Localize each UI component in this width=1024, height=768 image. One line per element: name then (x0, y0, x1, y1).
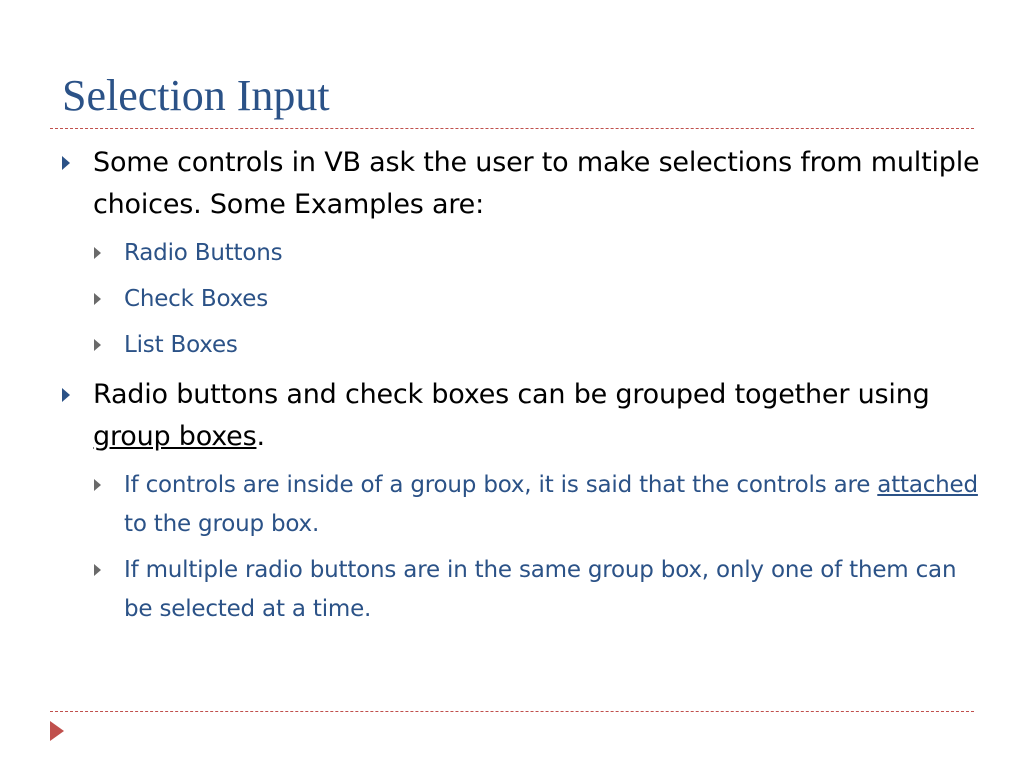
sub-bullet-text: If controls are inside of a group box, it is said that the controls are (124, 472, 878, 498)
sub-bullet-triangle-icon (94, 479, 101, 491)
bullet-underlined-term: group boxes (93, 421, 257, 452)
bullet-text: Radio buttons and check boxes can be grouped together using (93, 379, 930, 410)
sub-bullet-triangle-icon (94, 293, 101, 305)
bullet-triangle-icon (62, 388, 70, 402)
slide-title: Selection Input (62, 71, 330, 120)
slide-content (60, 142, 980, 636)
sub-bullet-item (60, 326, 980, 365)
sub-bullet-text: If multiple radio buttons are in the same group box, only one of them can be selected at a time. (124, 557, 957, 622)
sub-bullet-text: Check Boxes (124, 286, 269, 312)
sub-bullet-item (60, 466, 980, 544)
sub-bullet-item (60, 234, 980, 273)
sub-bullet-triangle-icon (94, 339, 101, 351)
sub-bullet-triangle-icon (94, 247, 101, 259)
sub-bullet-item (60, 551, 980, 629)
sub-bullet-underlined-term: attached (877, 472, 978, 498)
footer-divider (50, 711, 974, 712)
bullet-triangle-icon (62, 156, 70, 170)
bullet-item (60, 142, 980, 226)
sub-bullet-text-end: to the group box. (124, 511, 320, 537)
sub-bullet-triangle-icon (94, 564, 101, 576)
sub-bullet-item (60, 280, 980, 319)
bullet-item (60, 374, 980, 458)
footer-triangle-icon (50, 721, 64, 741)
sub-bullet-text: List Boxes (124, 332, 238, 358)
bullet-text: Some controls in VB ask the user to make selections from multiple choices. Some Examples are: (93, 147, 980, 220)
bullet-text-end: . (256, 421, 265, 452)
title-divider (50, 128, 974, 129)
sub-bullet-text: Radio Buttons (124, 240, 283, 266)
